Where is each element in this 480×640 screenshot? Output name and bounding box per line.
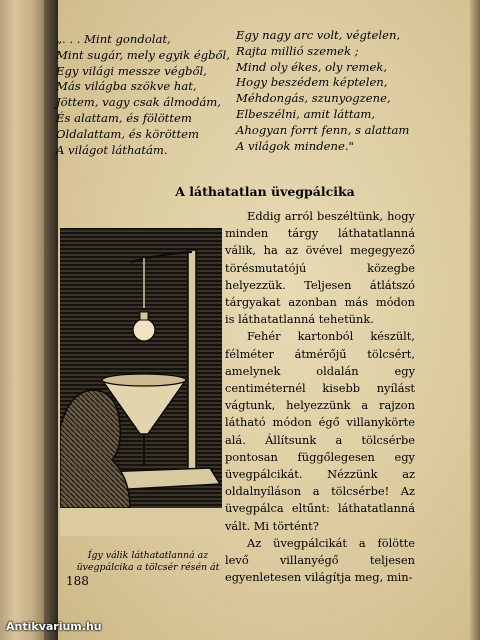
poem-line: Mind oly ékes, oly remek,: [236, 59, 388, 74]
poem-left-column: [56, 32, 230, 158]
poem-right-column: [236, 28, 409, 154]
poem-line: És alattam, és fölöttem: [56, 110, 192, 125]
poem-line: Elbeszélni, amit láttam,: [236, 106, 376, 121]
body-text: [225, 208, 415, 586]
page-number: 188: [66, 574, 89, 588]
paragraph: Az üvegpálcikát a fölötte levő villanyégő teljesen egyenletesen világítja meg, min-: [225, 535, 415, 585]
funnel-illustration: [60, 228, 222, 536]
poem-line: Oldalattam, és köröttem: [56, 126, 199, 141]
paragraph: Eddig arról beszéltünk, hogy minden tárgy láthatatlanná válik, ha az övével megegyező törésmutatójú közegbe helyezzük. Teljesen átlátszó tárgyakat azonban más módon is láthatatlanná tehetünk.: [225, 209, 415, 327]
poem-line: Hogy beszédem képtelen,: [236, 75, 388, 90]
poem-line: „. . . Mint gondolat,: [56, 32, 171, 46]
section-heading: A láthatatlan üvegpálcika: [175, 184, 355, 199]
figure-margin: [60, 508, 222, 536]
paragraph: Fehér kartonból készült, félméter átmérőjű tölcsért, amelynek oldalán egy centiméternél kisebb nyílást vágtunk, helyezzünk a rajzon látható módon égő villanykörte alá. Állítsunk a tölcsérbe pontosan függőlegesen egy üvegpálcikát. Nézzünk az oldalnyíláson a tölcsérbe! Az üvegpálca eltűnt: láthatatlanná vált. Mi történt?: [225, 329, 415, 533]
page-right-edge: [470, 0, 480, 640]
poem-line: Mint sugár, mely egyik égből,: [56, 47, 230, 62]
illustration-drawing: [60, 228, 222, 536]
stand-pole: [188, 250, 196, 475]
poem-line: A világot láthatám.: [56, 142, 168, 157]
poem-line: Méhdongás, szunyogzene,: [236, 91, 391, 106]
poem-line: Rajta millió szemek ;: [236, 43, 359, 58]
watermark: Antikvarium.hu: [6, 620, 102, 633]
poem-line: Egy világi messze végből,: [56, 63, 207, 78]
poem-line: Más világba szökve hat,: [56, 79, 197, 94]
bulb-socket: [140, 312, 148, 320]
figure-caption: Így válik láthatatlanná az üvegpálcika a tölcsér résén át: [76, 550, 220, 573]
poem-line: Jöttem, vagy csak álmodám,: [56, 95, 221, 110]
funnel-rim: [102, 374, 186, 386]
poem-line: Ahogyan forrt fenn, s alattam: [236, 122, 410, 137]
poem-line: A világok mindene.": [236, 138, 354, 153]
poem-line: Egy nagy arc volt, végtelen,: [236, 28, 401, 42]
light-bulb: [133, 319, 155, 341]
